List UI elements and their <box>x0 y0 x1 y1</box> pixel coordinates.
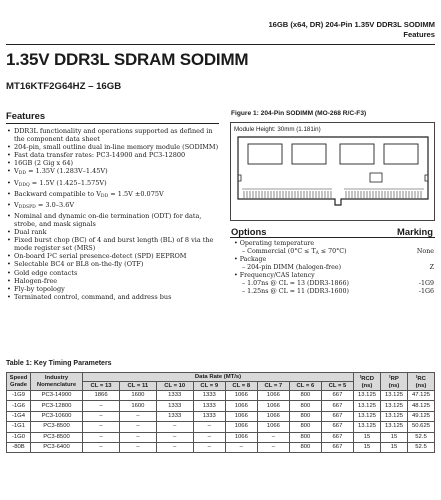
table-cell: 1066 <box>257 391 289 401</box>
table-row <box>7 442 435 452</box>
list-item: • $V_{DDQ} = 1.5V$ (1.425–1.575V) <box>7 178 107 188</box>
column-header: $^t$RC (ns) <box>408 373 435 391</box>
table-cell: 1066 <box>225 401 257 411</box>
option-row: – 204-pin DIMM (halogen-free) Z <box>242 264 434 271</box>
table-cell: PC3-8500 <box>31 432 83 442</box>
table-cell: 1333 <box>156 391 193 401</box>
table-cell: -1G1 <box>7 422 31 432</box>
table-cell: 667 <box>321 442 353 452</box>
table-cell: 50.625 <box>408 422 435 432</box>
option-row: – 1.07ns @ CL = 13 (DDR3-1866) -1G9 <box>242 280 434 287</box>
table-cell: – <box>120 432 157 442</box>
features-divider <box>6 123 219 124</box>
table-row <box>7 391 435 401</box>
cl-column-header: CL = 11 <box>120 382 157 391</box>
page-subtitle: MT16KTF2G64HZ – 16GB <box>6 81 122 92</box>
table-cell: 800 <box>289 401 321 411</box>
page-title: 1.35V DDR3L SDRAM SODIMM <box>6 50 249 69</box>
column-header: Data Rate (MT/s) <box>83 373 354 382</box>
table-cell: 1066 <box>225 411 257 421</box>
table-cell: 1600 <box>120 391 157 401</box>
table-cell: 800 <box>289 411 321 421</box>
figure-title: Figure 1: 204-Pin SODIMM (MO-268 R/C-F3) <box>231 110 367 117</box>
table-cell: 800 <box>289 422 321 432</box>
header-section: Features <box>403 30 435 39</box>
table-cell: – <box>83 442 120 452</box>
list-item: • Nominal and dynamic on-die termination (ODT) for data, strobe, and mask signals <box>7 211 202 228</box>
table-cell: 13.125 <box>354 401 381 411</box>
list-item: • Fly-by topology <box>7 284 65 293</box>
table-cell: 1333 <box>193 391 225 401</box>
table-cell: PC3-8500 <box>31 422 83 432</box>
table-cell: – <box>120 442 157 452</box>
table-cell: 15 <box>381 432 408 442</box>
table-cell: 52.5 <box>408 442 435 452</box>
list-item: • 204-pin, small outline dual in-line memory module (SODIMM) <box>7 143 219 152</box>
table-cell: 1866 <box>83 391 120 401</box>
table-cell: 1066 <box>225 391 257 401</box>
option-row: • Package <box>234 256 267 263</box>
sodimm-module-drawing <box>236 135 430 217</box>
table-cell: -80B <box>7 442 31 452</box>
table-cell: – <box>83 401 120 411</box>
list-item: • Dual rank <box>7 228 47 237</box>
list-item: • $V_{DD} = 1.35V$ (1.283V–1.45V) <box>7 167 108 177</box>
table-cell: 13.125 <box>354 391 381 401</box>
table-header-row <box>7 373 435 382</box>
table-cell: 15 <box>354 432 381 442</box>
option-row: – Commercial $(0^\circ C \le T_A \le 70^\circ C)$ None <box>242 248 434 256</box>
features-list <box>6 127 221 301</box>
document-header <box>268 20 435 40</box>
table-cell: – <box>225 442 257 452</box>
list-item: • 16GB (2 Gig x 64) <box>7 159 74 168</box>
table-cell: -1G4 <box>7 411 31 421</box>
table-cell: 1066 <box>225 422 257 432</box>
table-cell: 1333 <box>156 411 193 421</box>
table-cell: – <box>156 422 193 432</box>
table-cell: 47.125 <box>408 391 435 401</box>
table-cell: PC3-14900 <box>31 391 83 401</box>
table-cell: 1333 <box>193 401 225 411</box>
list-item: • Gold edge contacts <box>7 268 78 277</box>
column-header: Speed Grade <box>7 373 31 391</box>
table-cell: 49.125 <box>408 411 435 421</box>
table-cell: 13.125 <box>381 391 408 401</box>
table-cell: 15 <box>381 442 408 452</box>
options-heading: Options <box>231 226 267 237</box>
table-row <box>7 422 435 432</box>
list-item: • DDR3L functionality and operations supported as defined in the component data sheet <box>7 127 213 144</box>
table-title: Table 1: Key Timing Parameters <box>6 360 112 367</box>
features-heading: Features <box>6 110 46 121</box>
cl-column-header: CL = 6 <box>289 382 321 391</box>
header-product-line: 16GB (x64, DR) 204-Pin 1.35V DDR3L SODIMM <box>268 20 435 29</box>
table-row <box>7 411 435 421</box>
cl-column-header: CL = 5 <box>321 382 353 391</box>
table-cell: PC3-12800 <box>31 401 83 411</box>
option-row: • Frequency/CAS latency <box>234 272 315 279</box>
table-cell: 1066 <box>257 411 289 421</box>
table-cell: 667 <box>321 391 353 401</box>
table-cell: 667 <box>321 411 353 421</box>
table-cell: 800 <box>289 391 321 401</box>
list-item: • On-board I²C serial presence-detect (SPD) EEPROM <box>7 252 187 261</box>
table-cell: – <box>83 411 120 421</box>
list-item: • Selectable BC4 or BL8 on-the-fly (OTF) <box>7 260 144 269</box>
option-row: – 1.25ns @ CL = 11 (DDR3-1600) -1G6 <box>242 288 434 295</box>
table-cell: 667 <box>321 432 353 442</box>
list-item: • Fast data transfer rates: PC3-14900 and PC3-12800 <box>7 151 186 160</box>
table-cell: – <box>120 411 157 421</box>
table-cell: 1066 <box>225 432 257 442</box>
table-cell: -1G0 <box>7 432 31 442</box>
list-item: • Backward compatible to $V_{DD} = 1.5V \pm 0.075V$ <box>7 189 164 199</box>
table-cell: 1333 <box>156 401 193 411</box>
table-cell: – <box>193 422 225 432</box>
table-cell: 1600 <box>120 401 157 411</box>
list-item: • Terminated control, command, and address bus <box>7 292 172 301</box>
table-cell: 13.125 <box>354 422 381 432</box>
table-cell: 667 <box>321 422 353 432</box>
table-cell: 1066 <box>257 401 289 411</box>
list-item: • Fixed burst chop (BC) of 4 and burst length (BL) of 8 via the mode register set (MRS) <box>7 236 214 253</box>
table-cell: 1066 <box>257 422 289 432</box>
table-row <box>7 401 435 411</box>
table-cell: 800 <box>289 442 321 452</box>
table-row <box>7 432 435 442</box>
figure-note: Module Height: 30mm (1.181in) <box>234 126 321 133</box>
options-divider <box>230 237 435 238</box>
table-cell: – <box>156 442 193 452</box>
key-timing-table <box>6 372 435 453</box>
table-cell: – <box>120 422 157 432</box>
table-cell: – <box>193 442 225 452</box>
table-cell: -1G6 <box>7 401 31 411</box>
table-cell: – <box>257 442 289 452</box>
list-item: • $V_{DDSPD} = 3.0-3.6V$ <box>7 200 75 210</box>
column-header: Industry Nomenclature <box>31 373 83 391</box>
list-item: • Halogen-free <box>7 276 58 285</box>
table-cell: 1333 <box>193 411 225 421</box>
table-cell: 13.125 <box>381 411 408 421</box>
table-cell: PC3-6400 <box>31 442 83 452</box>
table-cell: 13.125 <box>354 411 381 421</box>
table-cell: 667 <box>321 401 353 411</box>
table-cell: – <box>193 432 225 442</box>
table-cell: 15 <box>354 442 381 452</box>
header-divider <box>6 44 435 45</box>
column-header: $^t$RP (ns) <box>381 373 408 391</box>
table-cell: 13.125 <box>381 401 408 411</box>
table-cell: – <box>83 422 120 432</box>
table-cell: 52.5 <box>408 432 435 442</box>
table-cell: 13.125 <box>381 422 408 432</box>
cl-column-header: CL = 8 <box>225 382 257 391</box>
table-cell: – <box>83 432 120 442</box>
column-header: $^t$RCD (ns) <box>354 373 381 391</box>
table-cell: – <box>156 432 193 442</box>
table-cell: – <box>257 432 289 442</box>
table-cell: -1G9 <box>7 391 31 401</box>
cl-column-header: CL = 9 <box>193 382 225 391</box>
cl-column-header: CL = 13 <box>83 382 120 391</box>
option-row: • Operating temperature <box>234 240 315 247</box>
table-cell: 48.125 <box>408 401 435 411</box>
marking-heading: Marking <box>397 226 433 237</box>
cl-column-header: CL = 7 <box>257 382 289 391</box>
table-cell: PC3-10600 <box>31 411 83 421</box>
cl-column-header: CL = 10 <box>156 382 193 391</box>
table-cell: 800 <box>289 432 321 442</box>
